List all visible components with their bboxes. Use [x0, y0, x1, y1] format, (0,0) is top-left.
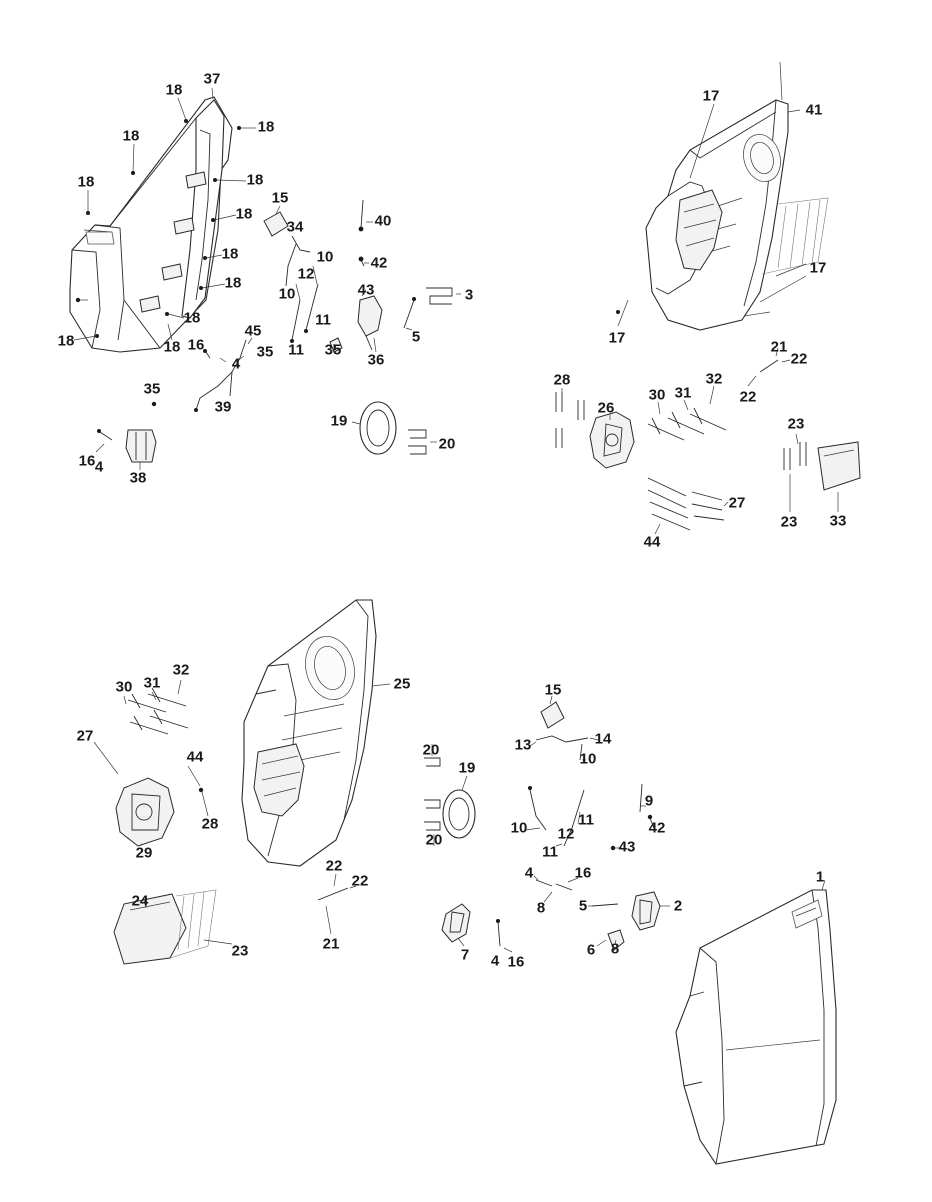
- callout-44: 44: [643, 533, 661, 551]
- callout-31: 31: [143, 674, 161, 692]
- callout-10: 10: [278, 285, 296, 303]
- callout-22: 22: [351, 872, 369, 890]
- callout-32: 32: [705, 370, 723, 388]
- callout-20: 20: [422, 741, 440, 759]
- callout-4: 4: [490, 952, 500, 970]
- callout-32: 32: [172, 661, 190, 679]
- callout-18: 18: [122, 127, 140, 145]
- callout-14: 14: [594, 730, 612, 748]
- callout-29: 29: [135, 844, 153, 862]
- callout-11: 11: [578, 811, 594, 829]
- callout-41: 41: [805, 101, 823, 119]
- callout-24: 24: [131, 892, 149, 910]
- callout-17: 17: [809, 259, 827, 277]
- callout-3: 3: [464, 286, 474, 304]
- callout-18: 18: [183, 309, 201, 327]
- callout-21: 21: [322, 935, 340, 953]
- callout-19: 19: [330, 412, 348, 430]
- callout-10: 10: [510, 819, 528, 837]
- callout-22: 22: [739, 388, 757, 406]
- callout-38: 38: [129, 469, 147, 487]
- callout-11: 11: [542, 843, 558, 861]
- callout-44: 44: [186, 748, 204, 766]
- callout-39: 39: [214, 398, 232, 416]
- callout-18: 18: [163, 338, 181, 356]
- callout-18: 18: [235, 205, 253, 223]
- callout-22: 22: [325, 857, 343, 875]
- callout-5: 5: [411, 328, 421, 346]
- callout-26: 26: [597, 399, 615, 417]
- callout-18: 18: [57, 332, 75, 350]
- callout-11: 11: [288, 341, 304, 359]
- callout-31: 31: [674, 384, 692, 402]
- callout-45: 45: [244, 322, 262, 340]
- callout-28: 28: [553, 371, 571, 389]
- callout-36: 36: [367, 351, 385, 369]
- callout-7: 7: [460, 946, 470, 964]
- callout-35: 35: [324, 341, 342, 359]
- callout-18: 18: [165, 81, 183, 99]
- callout-27: 27: [76, 727, 94, 745]
- callout-10: 10: [316, 248, 334, 266]
- callout-12: 12: [297, 265, 315, 283]
- callout-2: 2: [673, 897, 683, 915]
- callout-18: 18: [77, 173, 95, 191]
- callout-30: 30: [115, 678, 133, 696]
- callout-28: 28: [201, 815, 219, 833]
- callout-42: 42: [648, 819, 666, 837]
- callout-27: 27: [728, 494, 746, 512]
- callout-9: 9: [644, 792, 654, 810]
- callout-18: 18: [257, 118, 275, 136]
- callout-35: 35: [143, 380, 161, 398]
- callout-11: 11: [315, 311, 331, 329]
- callout-23: 23: [780, 513, 798, 531]
- callout-40: 40: [374, 212, 392, 230]
- callout-8: 8: [610, 940, 620, 958]
- callout-37: 37: [203, 70, 221, 88]
- callout-22: 22: [790, 350, 808, 368]
- callout-33: 33: [829, 512, 847, 530]
- callout-42: 42: [370, 254, 388, 272]
- callout-4: 4: [524, 864, 534, 882]
- callout-6: 6: [586, 941, 596, 959]
- callout-23: 23: [231, 942, 249, 960]
- callout-35: 35: [256, 343, 274, 361]
- callout-12: 12: [557, 825, 575, 843]
- callout-15: 15: [271, 189, 289, 207]
- callout-16: 16: [507, 953, 525, 971]
- callout-16: 16: [574, 864, 592, 882]
- callout-13: 13: [514, 736, 532, 754]
- callout-25: 25: [393, 675, 411, 693]
- callout-4: 4: [231, 355, 241, 373]
- callout-17: 17: [608, 329, 626, 347]
- callout-43: 43: [618, 838, 636, 856]
- group-front-door-panel-upper-right: [553, 62, 860, 534]
- callout-10: 10: [579, 750, 597, 768]
- callout-20: 20: [438, 435, 456, 453]
- callout-16: 16: [187, 336, 205, 354]
- callout-18: 18: [224, 274, 242, 292]
- callout-30: 30: [648, 386, 666, 404]
- callout-23: 23: [787, 415, 805, 433]
- callout-4: 4: [94, 458, 104, 476]
- callout-1: 1: [815, 868, 825, 886]
- callout-18: 18: [221, 245, 239, 263]
- callout-5: 5: [578, 897, 588, 915]
- callout-34: 34: [286, 218, 304, 236]
- group-front-door-trim-upper-left: [70, 88, 461, 470]
- callout-16: 16: [78, 452, 96, 470]
- callout-17: 17: [702, 87, 720, 105]
- callout-20: 20: [425, 831, 443, 849]
- callout-43: 43: [357, 281, 375, 299]
- group-rear-door-trim-lower-right: [424, 696, 836, 1164]
- callout-21: 21: [770, 338, 788, 356]
- callout-19: 19: [458, 759, 476, 777]
- callout-8: 8: [536, 899, 546, 917]
- callout-18: 18: [246, 171, 264, 189]
- callout-15: 15: [544, 681, 562, 699]
